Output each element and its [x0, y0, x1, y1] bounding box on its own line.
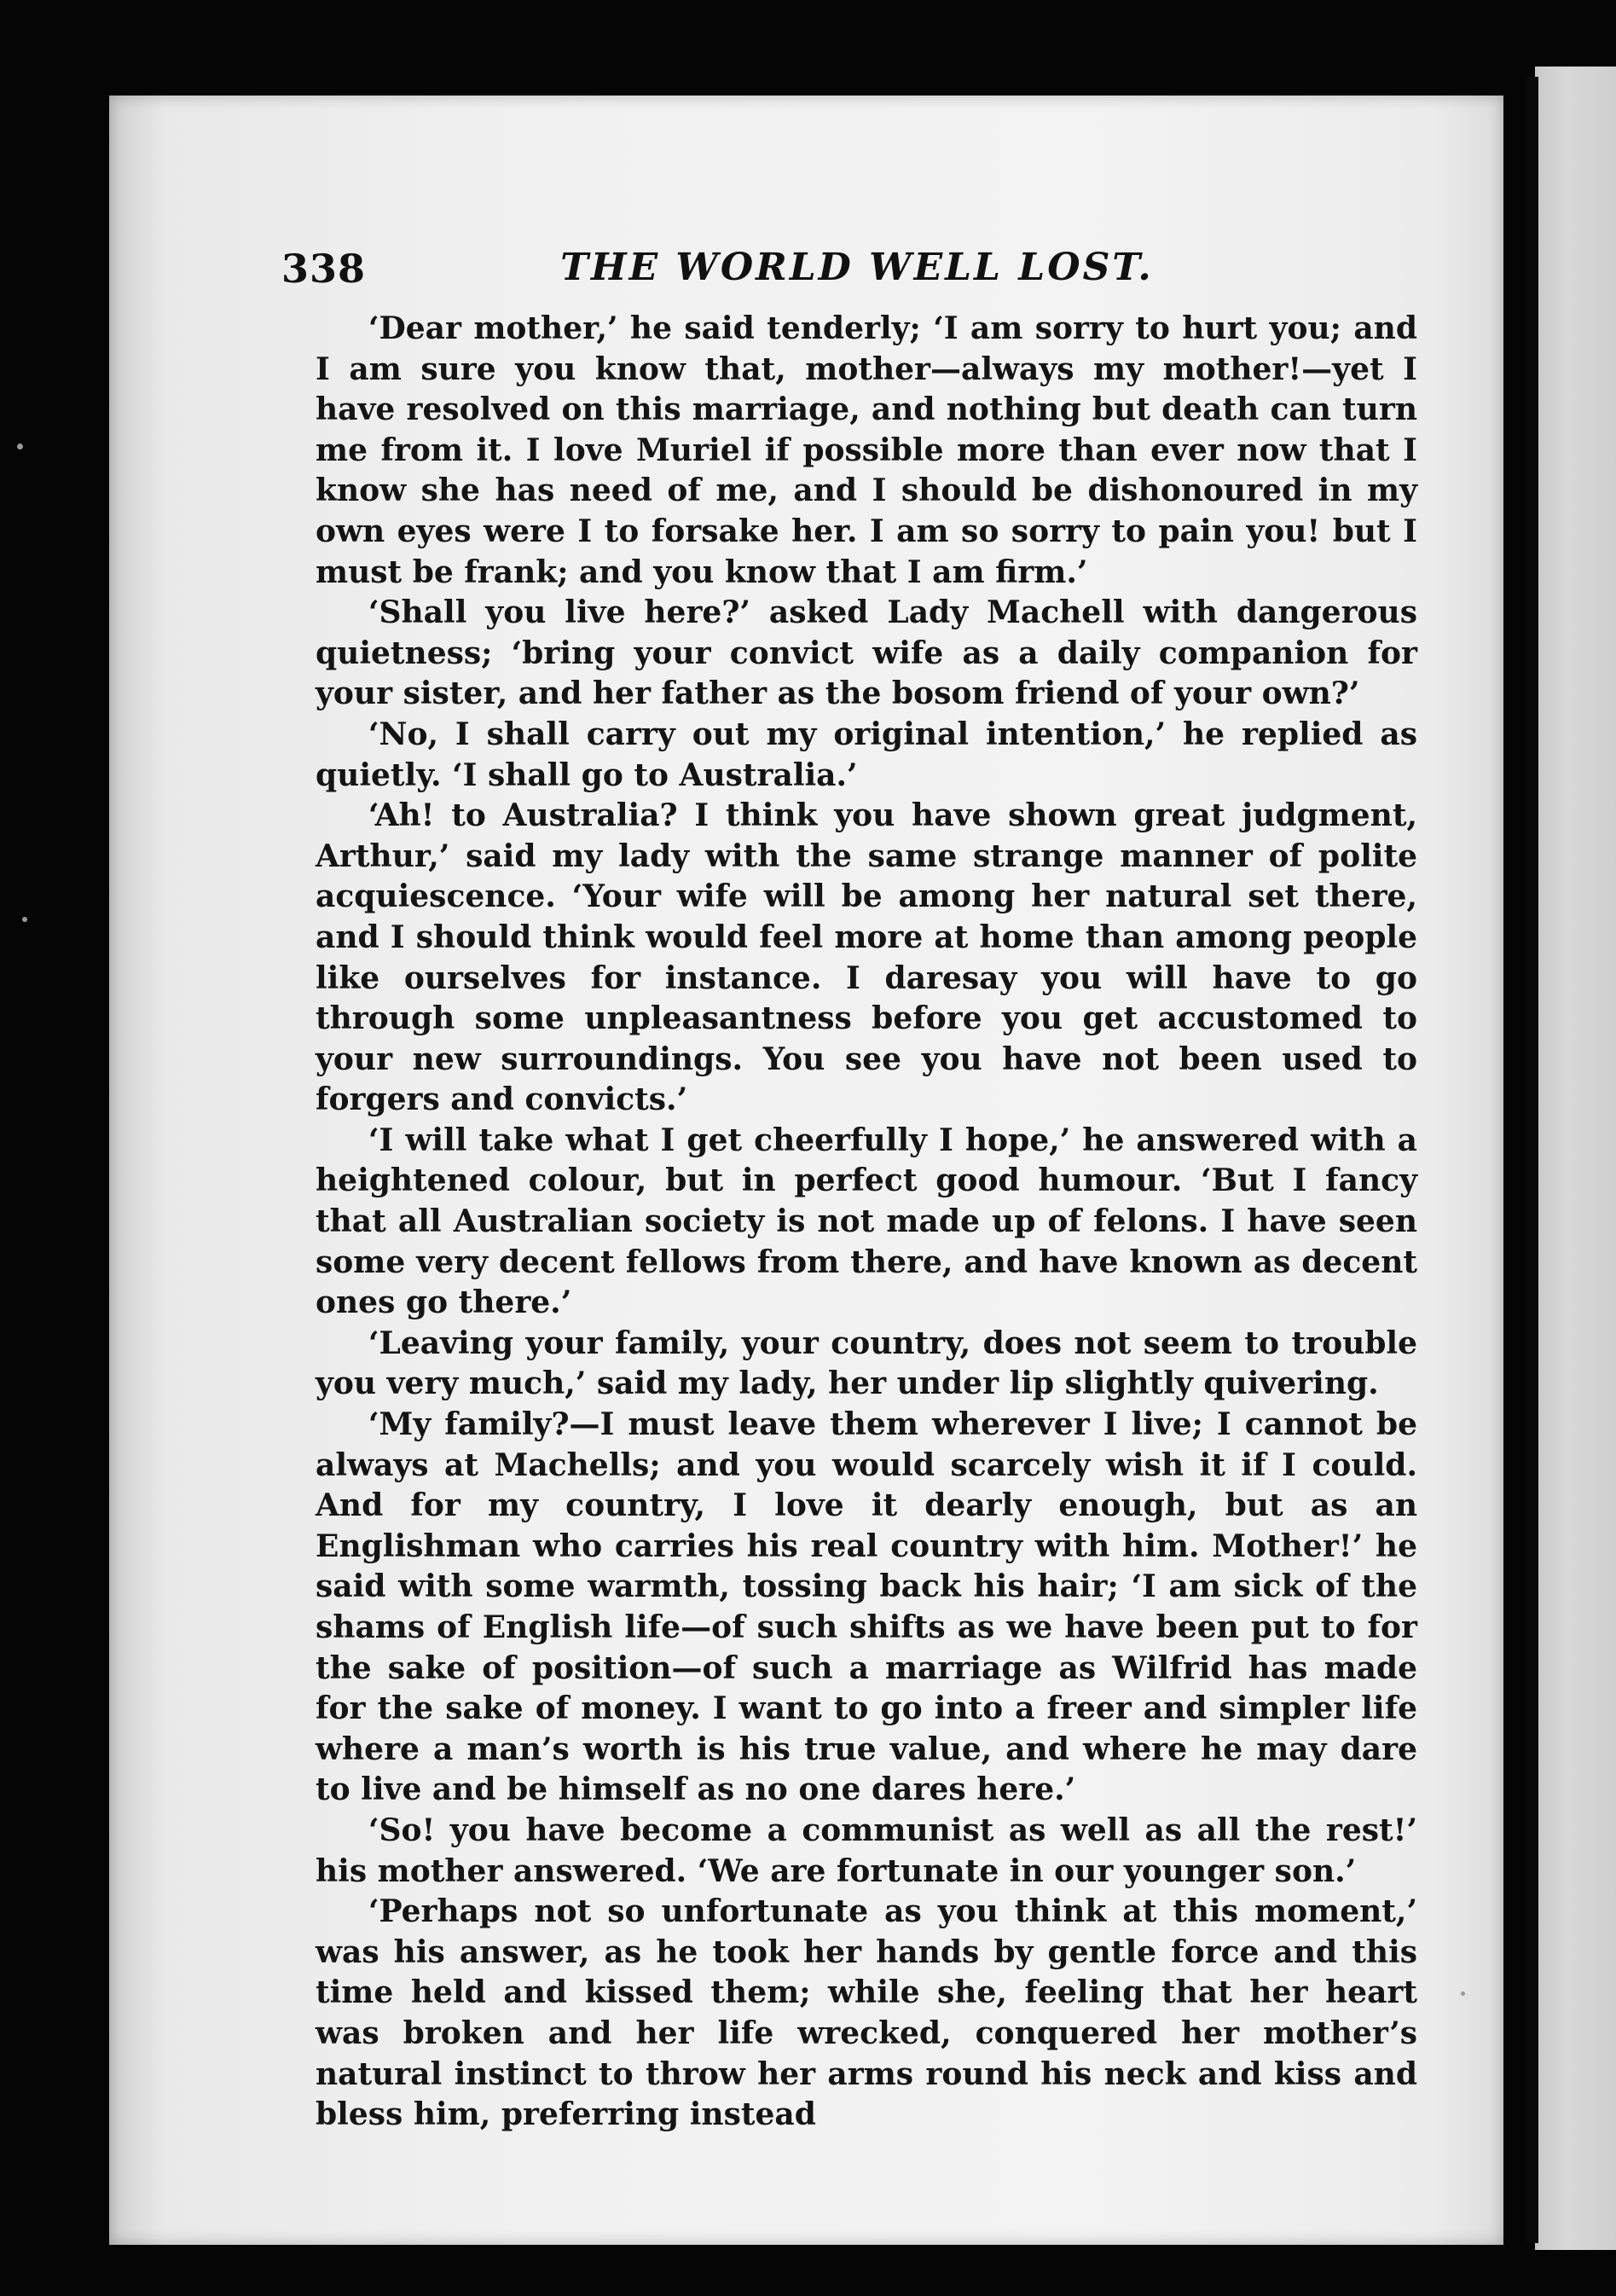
paragraph: ‘Leaving your family, your country, does not seem to trouble you very much,’ said my lady, her under lip slightly quivering.: [316, 1325, 1417, 1402]
paragraph: ‘So! you have become a communist as well as all the rest!’ his mother answered. ‘We are fortunate in our younger son.’: [316, 1812, 1417, 1889]
speck: [22, 917, 27, 922]
body-text: [316, 309, 1417, 2185]
paragraph: ‘Shall you live here?’ asked Lady Machell with dangerous quietness; ‘bring your convict wife as a daily companion for your sister, and her father as the bosom friend of your own?’: [316, 594, 1417, 712]
running-title: THE WORLD WELL LOST.: [560, 246, 1154, 289]
page-header: [281, 239, 1433, 299]
adjacent-page-edge: [1535, 67, 1616, 2250]
paragraph: ‘I will take what I get cheerfully I hope,’ he answered with a heightened colour, but in perfect good humour. ‘But I fancy that all Australian society is not made up of felons. I have seen some very decent fellows from there, and have known as decent ones go there.’: [316, 1122, 1417, 1321]
paragraph: ‘Ah! to Australia? I think you have shown great judgment, Arthur,’ said my lady with the same strange manner of polite acquiescence. ‘Your wife will be among her natural set there, and I should think would feel more at home than among people like ourselves for instance. I daresay you will have to go through some unpleasantness before you get accustomed to your new surroundings. You see you have not been used to forgers and convicts.’: [316, 797, 1417, 1118]
speck: [17, 444, 23, 449]
paragraph: ‘My family?—I must leave them wherever I live; I cannot be always at Machells; and you would scarcely wish it if I could. And for my country, I love it dearly enough, but as an Englishman who carries his real country with him. Mother!’ he said with some warmth, tossing back his hair; ‘I am sick of the shams of English life—of such shifts as we have been put to for the sake of position—of such a marriage as Wilfrid has made for the sake of money. I want to go into a freer and simpler life where a man’s worth is his true value, and where he may dare to live and be himself as no one dares here.’: [316, 1406, 1417, 1808]
paragraph: ‘Dear mother,’ he said tenderly; ‘I am sorry to hurt you; and I am sure you know that, mother—always my mother!—yet I have resolved on this marriage, and nothing but death can turn me from it. I love Muriel if possible more than ever now that I know she has need of me, and I should be dishonoured in my own eyes were I to forsake her. I am so sorry to pain you! but I must be frank; and you know that I am firm.’: [316, 310, 1417, 590]
page-gutter-shadow: [1526, 77, 1538, 2243]
speck: [1461, 1992, 1465, 1996]
paragraph: ‘No, I shall carry out my original intention,’ he replied as quietly. ‘I shall go to Australia.’: [316, 716, 1417, 793]
paragraph: ‘Perhaps not so unfortunate as you think at this moment,’ was his answer, as he took her hands by gentle force and this time held and kissed them; while she, feeling that her heart was broken and her life wrecked, conquered her mother’s natural instinct to throw her arms round his neck and kiss and bless him, preferring instead: [316, 1893, 1417, 2133]
page-number: 338: [281, 246, 367, 292]
